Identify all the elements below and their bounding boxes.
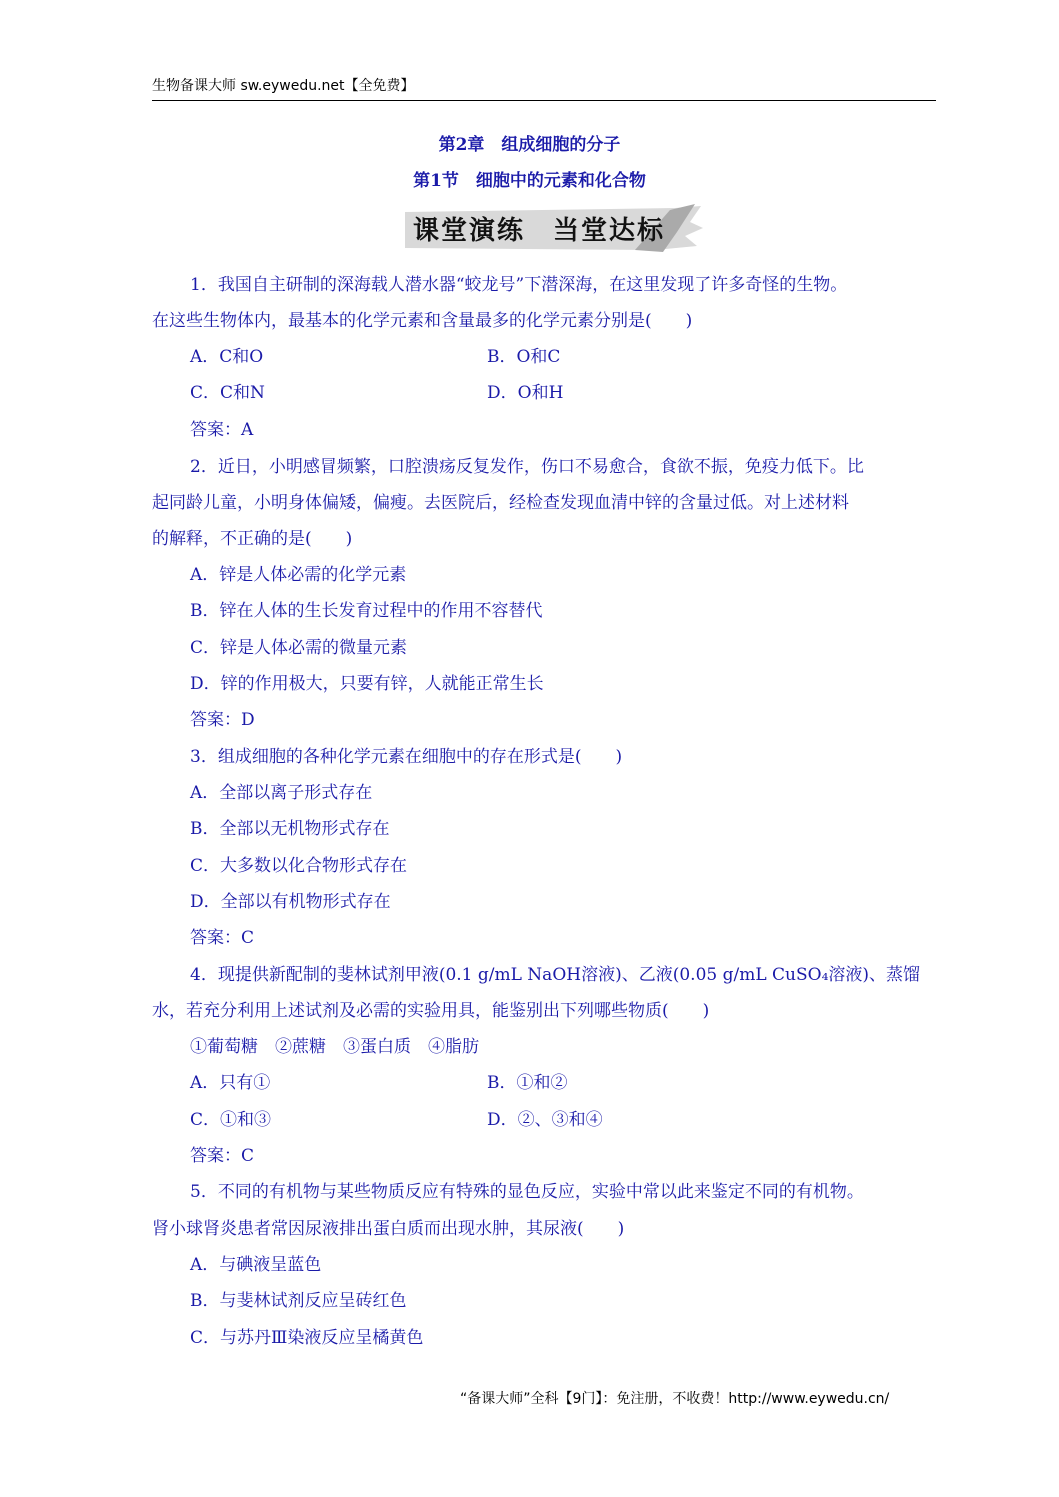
section-banner — [405, 202, 705, 254]
q5-option-c: C．与苏丹Ⅲ染液反应呈橘黄色 — [190, 1328, 424, 1348]
q4-option-c: C．①和③ — [190, 1110, 272, 1130]
q1-answer: 答案：A — [190, 420, 254, 440]
q4-option-a: A．只有① — [190, 1073, 271, 1093]
q5-stem-line2: 肾小球肾炎患者常因尿液排出蛋白质而出现水肿，其尿液( ) — [152, 1219, 625, 1239]
q2-option-d: D．锌的作用极大，只要有锌，人就能正常生长 — [190, 674, 544, 694]
chapter-title: 第2章 组成细胞的分子 — [438, 135, 621, 155]
q1-option-b: B．O和C — [487, 347, 561, 367]
q1-option-d: D．O和H — [487, 383, 564, 403]
banner-text: 课堂演练 当堂达标 — [413, 216, 666, 246]
q3-option-a: A．全部以离子形式存在 — [190, 783, 373, 803]
q2-option-b: B．锌在人体的生长发育过程中的作用不容替代 — [190, 601, 543, 621]
q2-stem-line1: 2．近日，小明感冒频繁，口腔溃疡反复发作，伤口不易愈合，食欲不振，免疫力低下。比 — [190, 457, 864, 477]
page-footer: “备课大师”全科【9门】：免注册，不收费！http://www.eywedu.cn/ — [460, 1391, 890, 1407]
q1-option-c: C．C和N — [190, 383, 265, 403]
page-header — [152, 76, 936, 101]
q2-option-a: A．锌是人体必需的化学元素 — [190, 565, 407, 585]
q5-option-a: A．与碘液呈蓝色 — [190, 1255, 322, 1275]
q4-answer: 答案：C — [190, 1146, 255, 1166]
q3-option-b: B．全部以无机物形式存在 — [190, 819, 390, 839]
q4-option-b: B．①和② — [487, 1073, 568, 1093]
q5-option-b: B．与斐林试剂反应呈砖红色 — [190, 1291, 407, 1311]
q1-stem-line1: 1．我国自主研制的深海载人潜水器“蛟龙号”下潜深海，在这里发现了许多奇怪的生物。 — [190, 275, 848, 295]
section-title: 第1节 细胞中的元素和化合物 — [413, 171, 646, 191]
q1-option-a: A．C和O — [190, 347, 264, 367]
q2-answer: 答案：D — [190, 710, 255, 730]
q4-stem-line3: ①葡萄糖 ②蔗糖 ③蛋白质 ④脂肪 — [190, 1037, 479, 1057]
q3-stem-line1: 3．组成细胞的各种化学元素在细胞中的存在形式是( ) — [190, 747, 623, 767]
q5-stem-line1: 5．不同的有机物与某些物质反应有特殊的显色反应，实验中常以此来鉴定不同的有机物。 — [190, 1182, 864, 1202]
q2-stem-line3: 的解释，不正确的是( ) — [152, 529, 353, 549]
q4-stem-line1: 4．现提供新配制的斐林试剂甲液(0.1 g/mL NaOH溶液)、乙液(0.05 g/mL CuSO₄溶液)、蒸馏 — [190, 965, 921, 985]
q2-stem-line2: 起同龄儿童，小明身体偏矮，偏瘦。去医院后，经检查发现血清中锌的含量过低。对上述材料 — [152, 493, 849, 513]
q3-option-d: D．全部以有机物形式存在 — [190, 892, 391, 912]
q4-option-d: D．②、③和④ — [487, 1110, 603, 1130]
q3-option-c: C．大多数以化合物形式存在 — [190, 856, 408, 876]
q2-option-c: C．锌是人体必需的微量元素 — [190, 638, 408, 658]
q1-stem-line2: 在这些生物体内，最基本的化学元素和含量最多的化学元素分别是( ) — [152, 311, 693, 331]
header-text: 生物备课大师 sw.eywedu.net【全免费】 — [152, 78, 415, 94]
q4-stem-line2: 水，若充分利用上述试剂及必需的实验用具，能鉴别出下列哪些物质( ) — [152, 1001, 710, 1021]
q3-answer: 答案：C — [190, 928, 255, 948]
